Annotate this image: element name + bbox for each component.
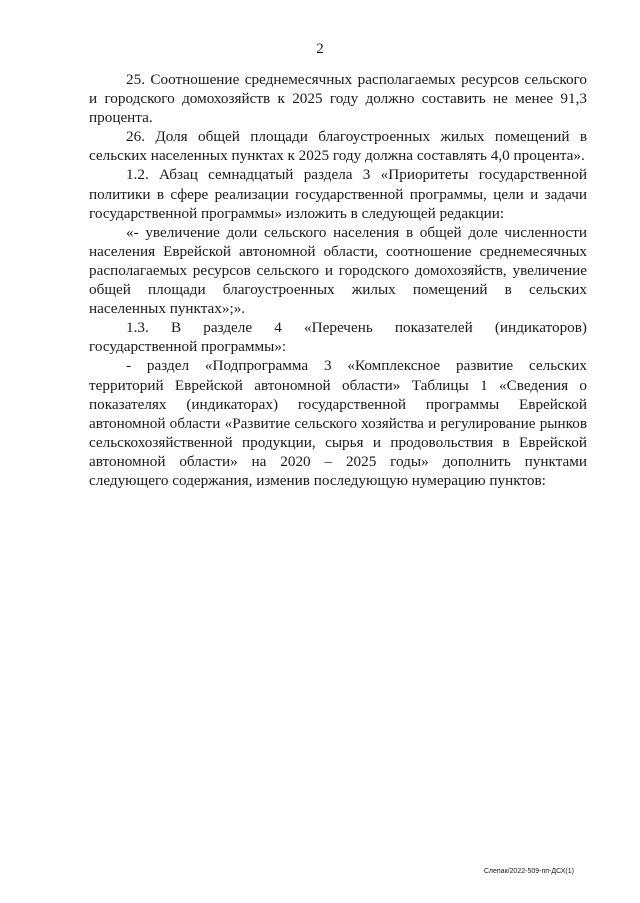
paragraph-section-1-2: 1.2. Абзац семнадцатый раздела 3 «Приоритеты государственной политики в сфере реализации государственной программы, цели и задачи государственной программы» изложить в следующей редакции: <box>89 166 587 222</box>
paragraph-section-1-3: 1.3. В разделе 4 «Перечень показателей (индикаторов) государственной программы»: <box>89 319 587 356</box>
paragraph-new-wording: «- увеличение доли сельского населения в общей доле численности населения Еврейской автономной области, соотношение среднемесячных располагаемых ресурсов сельского и городского домохозяйств, увеличение общей площади благоустроенных жилых помещений в сельских населенных пунктах»;». <box>89 223 587 318</box>
page-number: 2 <box>316 41 324 57</box>
paragraph-subprogram-3: - раздел «Подпрограмма 3 «Комплексное развитие сельских территорий Еврейской автономной области» Таблицы 1 «Сведения о показателях (индикаторах) государственной программы Еврейской автономной области «Развитие сельского хозяйства и регулирование рынков сельскохозяйственной продукции, сырья и продовольствия в Еврейской автономной области» на 2020 – 2025 годы» дополнить пунктами следующего содержания, изменив последующую нумерацию пунктов: <box>89 357 587 489</box>
document-body <box>89 70 587 490</box>
paragraph-item-26: 26. Доля общей площади благоустроенных жилых помещений в сельских населенных пунктах к 2025 году должна составлять 4,0 процента». <box>89 128 587 165</box>
document-footer-code: Слепак/2022-509-пп-ДСХ(1) <box>483 868 574 875</box>
paragraph-item-25: 25. Соотношение среднемесячных располагаемых ресурсов сельского и городского домохозяйств к 2025 году должно составить не менее 91,3 процента. <box>89 71 587 127</box>
